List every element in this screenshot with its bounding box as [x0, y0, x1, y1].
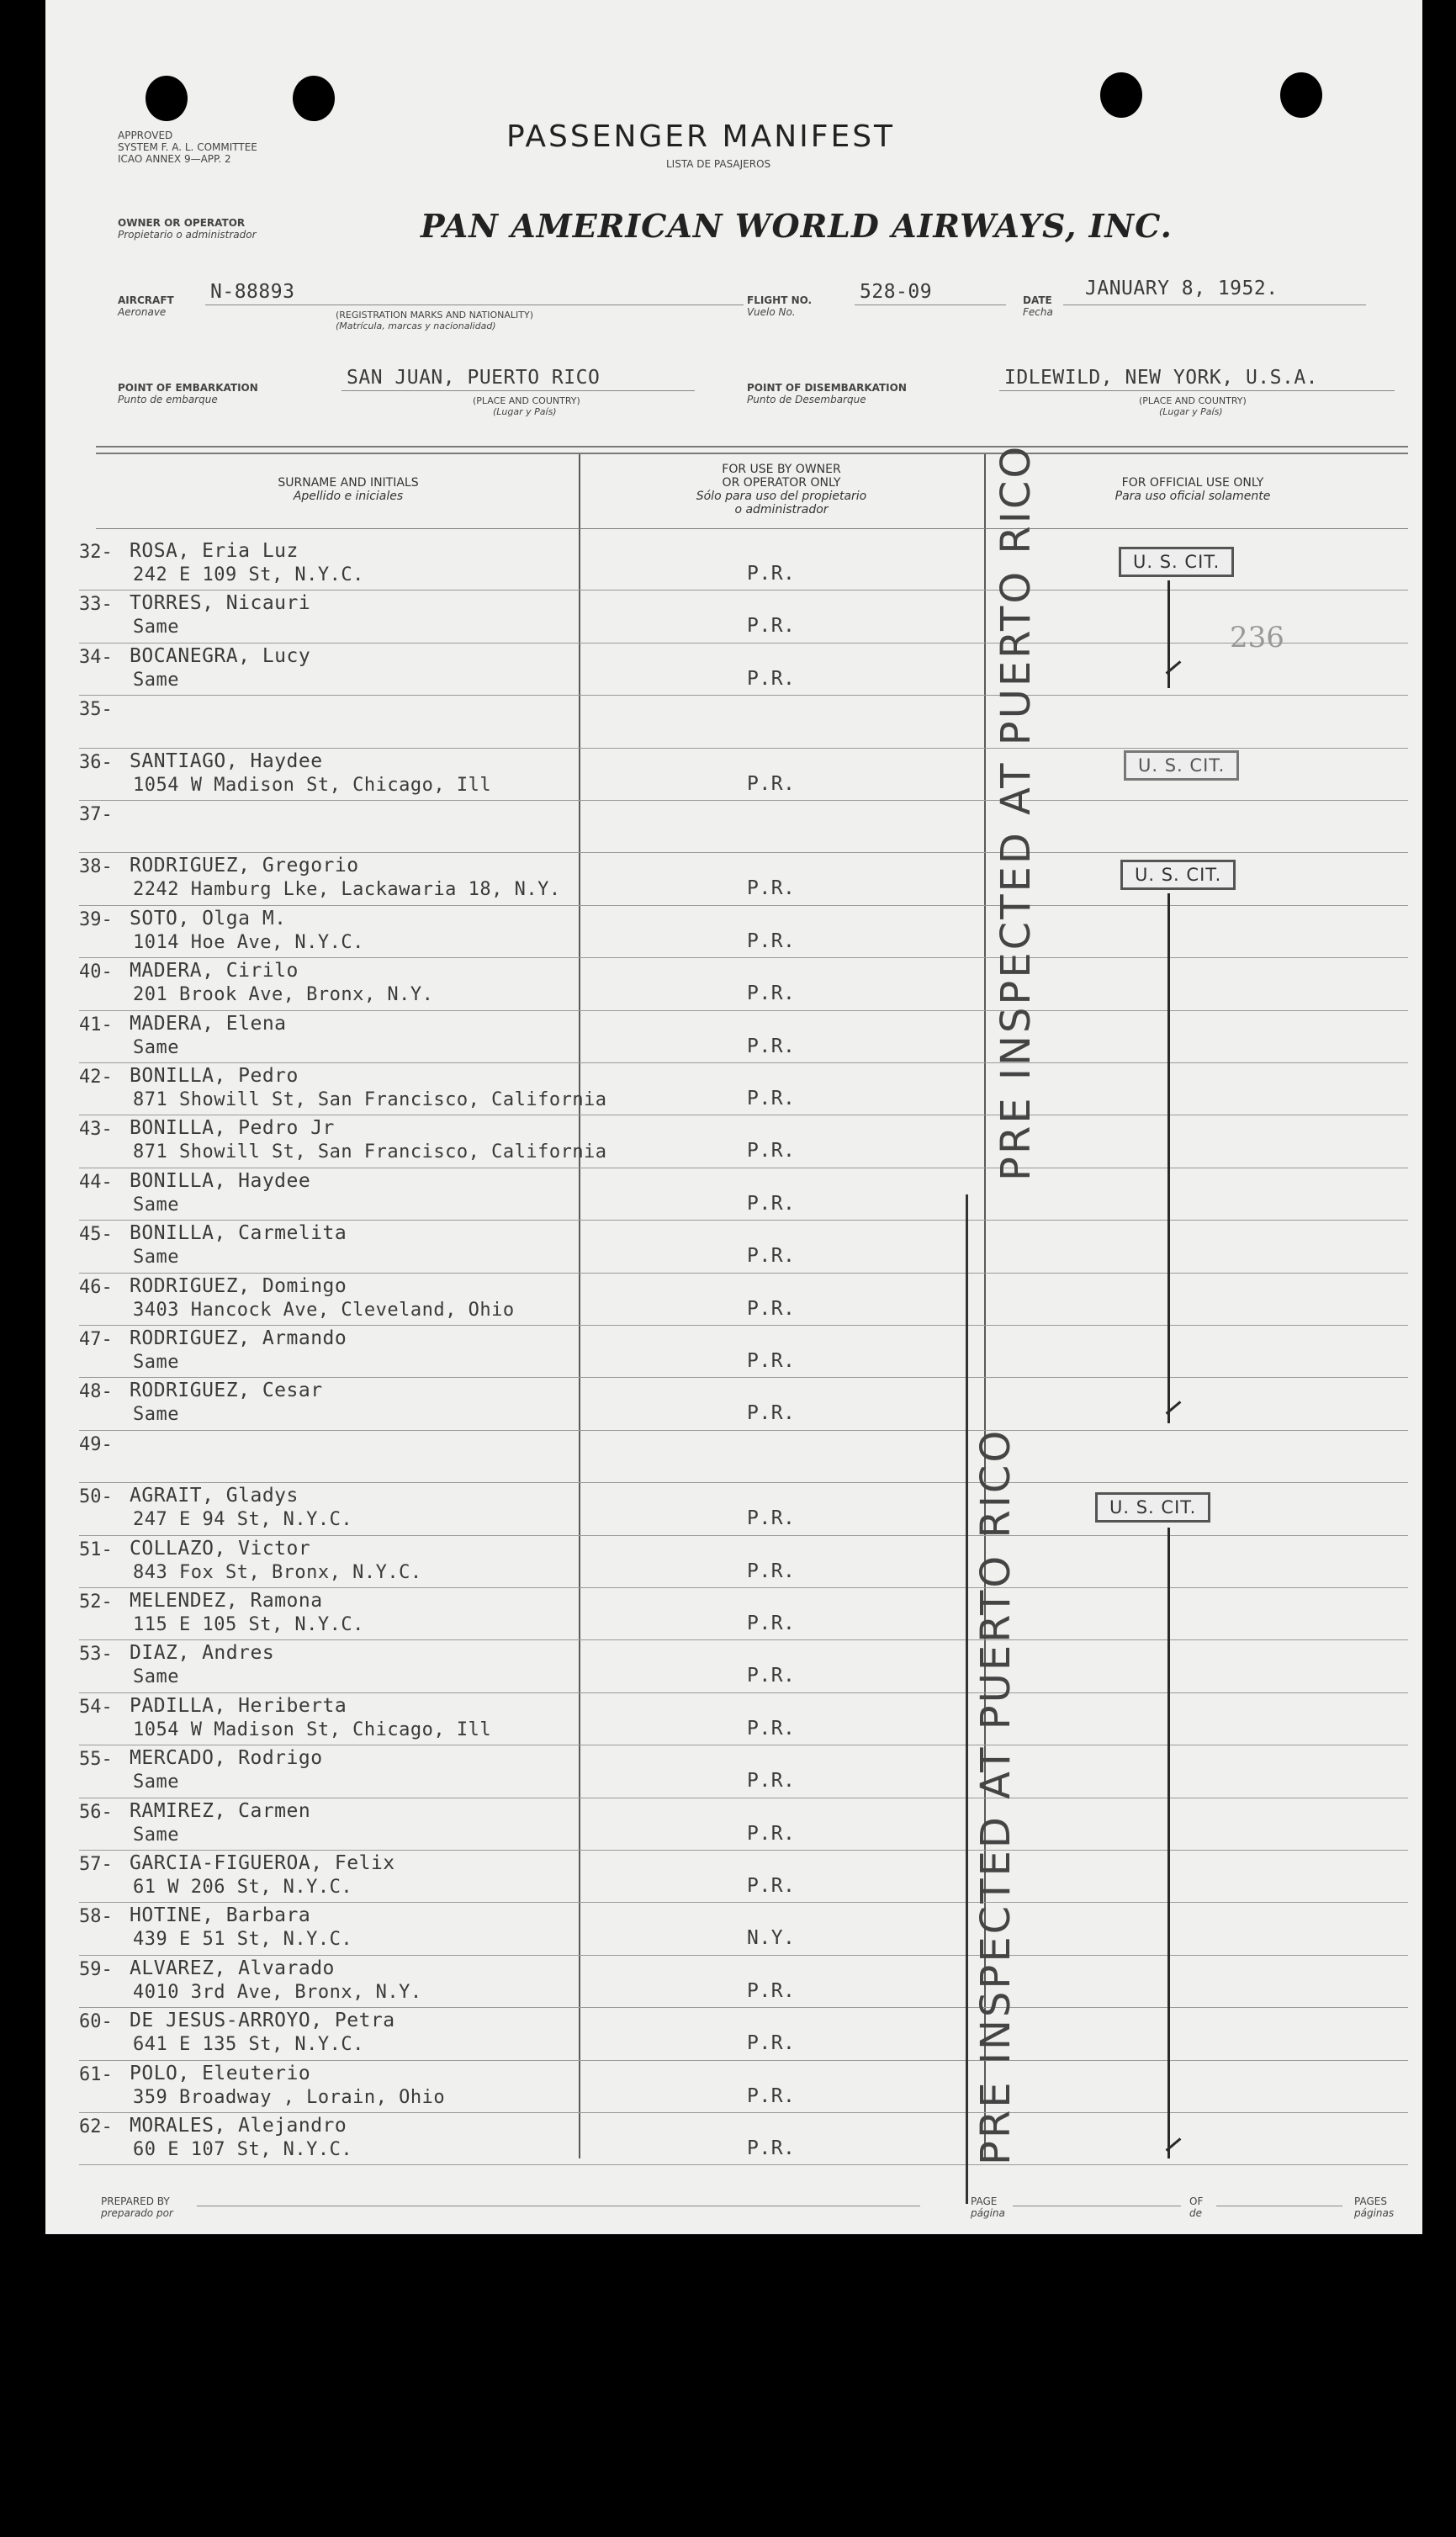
operator-use-value: P.R. — [747, 1088, 796, 1110]
table-row — [45, 801, 1422, 853]
passenger-name: POLO, Eleuterio — [130, 2062, 311, 2084]
passenger-name: MADERA, Cirilo — [130, 960, 299, 982]
punch-hole — [1100, 72, 1142, 118]
passenger-address: 641 E 135 St, N.Y.C. — [133, 2034, 364, 2056]
table-row — [45, 1063, 1422, 1115]
table-row — [45, 2061, 1422, 2113]
table-row — [45, 644, 1422, 696]
disembark-label: POINT OF DISEMBARKATION — [747, 382, 907, 394]
operator-use-value: N.Y. — [747, 1927, 796, 1950]
approval-note — [118, 130, 257, 165]
passenger-name: COLLAZO, Victor — [130, 1537, 311, 1560]
pages-word: PAGES — [1354, 2195, 1387, 2207]
row-number: 41- — [79, 1014, 113, 1035]
date-label: DATE — [1023, 294, 1052, 306]
operator-use-value: P.R. — [747, 2137, 796, 2159]
page-word: PAGE — [971, 2195, 998, 2207]
row-number: 61- — [79, 2063, 113, 2085]
row-number: 48- — [79, 1381, 113, 1403]
operator-use-value: P.R. — [747, 615, 796, 638]
col-surname-header — [130, 476, 567, 503]
prepared-label: PREPARED BY — [101, 2195, 170, 2207]
table-row — [45, 1274, 1422, 1326]
passenger-address: 247 E 94 St, N.Y.C. — [133, 1509, 353, 1531]
table-row — [45, 1851, 1422, 1903]
operator-use-value: P.R. — [747, 1140, 796, 1163]
table-row — [45, 1693, 1422, 1745]
bracket-arrow — [1167, 893, 1170, 1423]
embark-label: POINT OF EMBARKATION — [118, 382, 258, 394]
approval-line: ICAO ANNEX 9—APP. 2 — [118, 153, 231, 165]
of-word: OF — [1189, 2195, 1204, 2207]
row-number: 40- — [79, 961, 113, 983]
passenger-address: Same — [133, 1247, 179, 1268]
passenger-name: PADILLA, Heriberta — [130, 1694, 347, 1717]
passenger-address: 359 Broadway , Lorain, Ohio — [133, 2086, 446, 2108]
operator-use-value: P.R. — [747, 1402, 796, 1425]
row-number: 58- — [79, 1906, 113, 1928]
passenger-address: 843 Fox St, Bronx, N.Y.C. — [133, 1561, 422, 1583]
table-row — [45, 1115, 1422, 1168]
place-label-es: (Lugar y País) — [493, 406, 557, 417]
row-number: 49- — [79, 1433, 113, 1455]
table-row — [45, 906, 1422, 958]
passenger-address: 871 Showill St, San Francisco, California — [133, 1089, 607, 1110]
us-cit-stamp: U. S. CIT. — [1119, 547, 1234, 577]
row-number: 53- — [79, 1644, 113, 1666]
operator-use-value: P.R. — [747, 1035, 796, 1057]
operator-use-value: P.R. — [747, 930, 796, 952]
approval-line: SYSTEM F. A. L. COMMITTEE — [118, 141, 257, 153]
bracket-arrow — [1167, 1528, 1170, 2158]
col-owner-label-es: o administrador — [734, 503, 829, 516]
passenger-name: ALVAREZ, Alvarado — [130, 1957, 335, 1979]
row-number: 46- — [79, 1276, 113, 1298]
row-number: 42- — [79, 1067, 113, 1088]
passenger-address: Same — [133, 1666, 179, 1688]
table-row — [45, 1483, 1422, 1535]
passenger-address: Same — [133, 617, 179, 638]
punch-hole — [1280, 72, 1322, 118]
operator-use-value: P.R. — [747, 1245, 796, 1268]
passenger-address: 1054 W Madison St, Chicago, Ill — [133, 1719, 492, 1740]
table-row — [45, 1588, 1422, 1640]
row-divider — [79, 2164, 1408, 2165]
row-number: 38- — [79, 856, 113, 878]
row-number: 59- — [79, 1958, 113, 1980]
passenger-address: Same — [133, 1036, 179, 1058]
passenger-name: BONILLA, Pedro — [130, 1065, 299, 1087]
approval-line: APPROVED — [118, 130, 173, 141]
page-subtitle: LISTA DE PASAJEROS — [666, 158, 771, 170]
embark-value: SAN JUAN, PUERTO RICO — [347, 367, 601, 389]
row-number: 35- — [79, 699, 113, 721]
passenger-address: 1054 W Madison St, Chicago, Ill — [133, 774, 492, 796]
operator-use-value: P.R. — [747, 667, 796, 690]
prepared-label-es: preparado por — [101, 2207, 173, 2219]
row-number: 47- — [79, 1329, 113, 1350]
passenger-address: Same — [133, 1404, 179, 1426]
col-surname-label: SURNAME AND INITIALS — [278, 476, 419, 490]
passenger-name: DIAZ, Andres — [130, 1642, 275, 1665]
passenger-address: Same — [133, 1824, 179, 1846]
passenger-name: RAMIREZ, Carmen — [130, 1799, 311, 1822]
row-number: 51- — [79, 1539, 113, 1560]
passenger-name: BONILLA, Carmelita — [130, 1222, 347, 1245]
table-row — [45, 1798, 1422, 1851]
col-official-header — [991, 476, 1395, 503]
table-row — [45, 958, 1422, 1010]
operator-use-value: P.R. — [747, 877, 796, 900]
owner-label-es: Propietario o administrador — [118, 229, 257, 241]
manifest-sheet — [45, 0, 1422, 2234]
aircraft-value: N-88893 — [210, 281, 295, 303]
passenger-name: SANTIAGO, Haydee — [130, 749, 323, 772]
operator-use-value: P.R. — [747, 1560, 796, 1582]
row-number: 36- — [79, 751, 113, 773]
col-official-label-es: Para uso oficial solamente — [1115, 490, 1271, 503]
page-label — [971, 2195, 1005, 2219]
passenger-name: ROSA, Eria Luz — [130, 540, 299, 562]
owner-label: OWNER OR OPERATOR — [118, 217, 246, 229]
passenger-name: RODRIGUEZ, Cesar — [130, 1380, 323, 1402]
passenger-name: BONILLA, Pedro Jr — [130, 1117, 335, 1140]
row-number: 54- — [79, 1696, 113, 1718]
pen-line — [966, 1194, 968, 2204]
row-number: 32- — [79, 542, 113, 563]
flight-label: FLIGHT NO. — [747, 294, 813, 306]
passenger-name: GARCIA-FIGUEROA, Felix — [130, 1852, 395, 1874]
passenger-address: Same — [133, 1772, 179, 1793]
page-title: PASSENGER MANIFEST — [506, 119, 896, 154]
operator-use-value: P.R. — [747, 1665, 796, 1687]
operator-use-value: P.R. — [747, 1770, 796, 1793]
table-row — [45, 1640, 1422, 1692]
pages-word-es: páginas — [1354, 2207, 1395, 2219]
embark-label-es: Punto de embarque — [118, 394, 218, 405]
row-number: 62- — [79, 2116, 113, 2137]
us-cit-stamp: U. S. CIT. — [1095, 1492, 1210, 1523]
passenger-name: RODRIGUEZ, Armando — [130, 1327, 347, 1349]
col-official-label: FOR OFFICIAL USE ONLY — [1121, 476, 1264, 490]
passenger-name: RODRIGUEZ, Domingo — [130, 1274, 347, 1297]
of-word-es: de — [1189, 2207, 1202, 2219]
col-owner-header — [584, 463, 979, 516]
place2-label: (PLACE AND COUNTRY) — [1139, 395, 1247, 406]
passenger-address: Same — [133, 1352, 179, 1373]
row-number: 33- — [79, 594, 113, 616]
passenger-address: 4010 3rd Ave, Bronx, N.Y. — [133, 1981, 422, 2003]
passenger-name: DE JESUS-ARROYO, Petra — [130, 2010, 395, 2032]
passenger-address: 115 E 105 St, N.Y.C. — [133, 1614, 364, 1635]
operator-use-value: P.R. — [747, 1822, 796, 1845]
us-cit-stamp: U. S. CIT. — [1124, 750, 1239, 781]
page-word-es: página — [971, 2207, 1005, 2219]
table-row — [45, 1903, 1422, 1955]
passenger-name: MADERA, Elena — [130, 1012, 287, 1035]
table-row — [45, 1536, 1422, 1588]
row-number: 39- — [79, 908, 113, 930]
operator-use-value: P.R. — [747, 1297, 796, 1320]
date-value: JANUARY 8, 1952. — [1085, 278, 1279, 299]
punch-hole — [146, 76, 188, 121]
operator-use-value: P.R. — [747, 1192, 796, 1215]
operator-use-value: P.R. — [747, 2032, 796, 2055]
table-row — [45, 591, 1422, 643]
row-number: 37- — [79, 804, 113, 825]
table-row — [45, 1956, 1422, 2008]
col-owner-label: FOR USE BY OWNER — [722, 463, 841, 476]
row-number: 60- — [79, 2011, 113, 2033]
row-number: 50- — [79, 1486, 113, 1508]
operator-use-value: P.R. — [747, 772, 796, 795]
row-number: 52- — [79, 1592, 113, 1613]
passenger-address: 201 Brook Ave, Bronx, N.Y. — [133, 984, 434, 1006]
passenger-address: 61 W 206 St, N.Y.C. — [133, 1877, 353, 1898]
passenger-address: Same — [133, 1194, 179, 1216]
table-row — [45, 1378, 1422, 1430]
passenger-name: MORALES, Alejandro — [130, 2115, 347, 2137]
passenger-address: 242 E 109 St, N.Y.C. — [133, 564, 364, 585]
operator-use-value: P.R. — [747, 563, 796, 585]
table-row — [45, 1011, 1422, 1063]
passenger-name: BONILLA, Haydee — [130, 1169, 311, 1192]
table-row — [45, 1431, 1422, 1483]
table-row — [45, 1745, 1422, 1798]
passenger-name: SOTO, Olga M. — [130, 907, 287, 930]
registration-label-es: (Matrícula, marcas y nacionalidad) — [336, 320, 496, 331]
airline-name: PAN AMERICAN WORLD AIRWAYS, INC. — [421, 207, 1173, 245]
passenger-name: BOCANEGRA, Lucy — [130, 644, 311, 667]
passenger-address: 871 Showill St, San Francisco, California — [133, 1141, 607, 1163]
pages-label — [1354, 2195, 1394, 2219]
passenger-name: HOTINE, Barbara — [130, 1904, 311, 1927]
passenger-name: RODRIGUEZ, Gregorio — [130, 855, 359, 877]
disembark-label-es: Punto de Desembarque — [747, 394, 866, 405]
place2-label-es: (Lugar y País) — [1159, 406, 1223, 417]
operator-use-value: P.R. — [747, 1875, 796, 1897]
operator-use-value: P.R. — [747, 1979, 796, 2002]
row-number: 55- — [79, 1749, 113, 1771]
aircraft-label-es: Aeronave — [118, 306, 167, 318]
date-label-es: Fecha — [1023, 306, 1053, 318]
flight-label-es: Vuelo No. — [747, 306, 796, 318]
of-label — [1189, 2195, 1203, 2219]
operator-use-value: P.R. — [747, 1507, 796, 1530]
passenger-name: AGRAIT, Gladys — [130, 1485, 299, 1507]
row-number: 45- — [79, 1224, 113, 1246]
faded-number: 236 — [1230, 621, 1284, 654]
passenger-name: MERCADO, Rodrigo — [130, 1747, 323, 1770]
aircraft-label: AIRCRAFT — [118, 294, 174, 306]
operator-use-value: P.R. — [747, 1613, 796, 1634]
col-surname-label-es: Apellido e iniciales — [293, 490, 404, 503]
passenger-address: 2242 Hamburg Lke, Lackawaria 18, N.Y. — [133, 879, 561, 901]
us-cit-stamp: U. S. CIT. — [1120, 860, 1236, 890]
row-number: 56- — [79, 1801, 113, 1823]
preinspected-stamp: PRE INSPECTED AT PUERTO RICO — [993, 443, 1040, 1181]
flight-value: 528-09 — [860, 281, 933, 303]
passenger-address: 1014 Hoe Ave, N.Y.C. — [133, 931, 364, 953]
col-owner-label-es: Sólo para uso del propietario — [696, 490, 867, 503]
passenger-address: 3403 Hancock Ave, Cleveland, Ohio — [133, 1299, 515, 1321]
operator-use-value: P.R. — [747, 1350, 796, 1372]
passenger-address: 60 E 107 St, N.Y.C. — [133, 2139, 353, 2160]
table-row — [45, 2008, 1422, 2060]
registration-label: (REGISTRATION MARKS AND NATIONALITY) — [336, 310, 534, 320]
preinspected-stamp: PRE INSPECTED AT PUERTO RICO — [972, 1427, 1019, 2165]
row-number: 57- — [79, 1854, 113, 1875]
table-row — [45, 1221, 1422, 1273]
operator-use-value: P.R. — [747, 2084, 796, 2107]
disembark-value: IDLEWILD, NEW YORK, U.S.A. — [1004, 367, 1319, 389]
col-owner-label: OR OPERATOR ONLY — [722, 476, 841, 490]
prepared-by-label — [101, 2195, 173, 2219]
table-row — [45, 1168, 1422, 1221]
operator-use-value: P.R. — [747, 982, 796, 1005]
passenger-address: 439 E 51 St, N.Y.C. — [133, 1929, 353, 1951]
table-row — [45, 2113, 1422, 2165]
passenger-name: MELENDEZ, Ramona — [130, 1590, 323, 1612]
punch-hole — [293, 76, 335, 121]
row-number: 43- — [79, 1119, 113, 1141]
table-row — [45, 1326, 1422, 1378]
passenger-address: Same — [133, 669, 179, 691]
row-number: 34- — [79, 646, 113, 668]
operator-use-value: P.R. — [747, 1717, 796, 1740]
passenger-name: TORRES, Nicauri — [130, 592, 311, 615]
row-number: 44- — [79, 1171, 113, 1193]
place-label: (PLACE AND COUNTRY) — [473, 395, 580, 406]
table-row — [45, 696, 1422, 748]
